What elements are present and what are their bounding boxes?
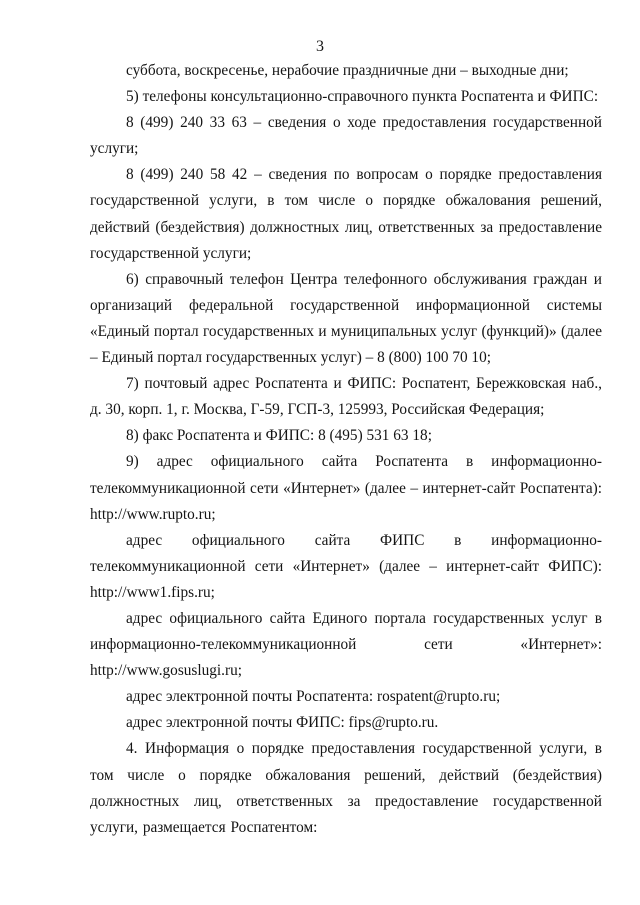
paragraph-postal-address: 7) почтовый адрес Роспатента и ФИПС: Роспатент, Бережковская наб., д. 30, корп. 1, г. Москва, Г-59, ГСП-3, 125993, Российская Федерация;: [90, 375, 602, 419]
document-body: [90, 58, 602, 841]
paragraph-fips-website: адрес официального сайта ФИПС в информационно-телекоммуникационной сети «Интернет» (далее – интернет-сайт ФИПС): http://www1.fips.ru;: [90, 531, 602, 601]
paragraph-gosuslugi-website: адрес официального сайта Единого портала государственных услуг в информационно-телекоммуникационной сети «Интернет»: http://www.gosuslugi.ru;: [90, 609, 602, 680]
paragraph-fax: 8) факс Роспатента и ФИПС: 8 (495) 531 63 18;: [126, 427, 432, 445]
paragraph-phones-heading: 5) телефоны консультационно-справочного пункта Роспатента и ФИПС:: [126, 88, 599, 106]
page-number: 3: [316, 38, 324, 55]
paragraph-rospatent-website: 9) адрес официального сайта Роспатента в информационно-телекоммуникационной сети «Интернет» (далее – интернет-сайт Роспатента): http://www.rupto.ru;: [90, 453, 602, 523]
paragraph-phone-procedure: 8 (499) 240 58 42 – сведения по вопросам о порядке предоставления государственной услуги, в том числе о порядке обжалования решений, действий (бездействия) должностных лиц, ответственных за предоставление государственной услуги;: [90, 166, 602, 262]
paragraph-section-4: 4. Информация о порядке предоставления государственной услуги, в том числе о порядке обжалования решений, действий (бездействия) должностных лиц, ответственных за предоставление государственной услуги, размещается Роспатентом:: [90, 740, 602, 836]
paragraph-fips-email: адрес электронной почты ФИПС: fips@rupto.ru.: [126, 714, 439, 732]
paragraph-rospatent-email: адрес электронной почты Роспатента: rospatent@rupto.ru;: [126, 688, 501, 706]
paragraph-weekend-days: суббота, воскресенье, нерабочие праздничные дни – выходные дни;: [126, 62, 569, 79]
paragraph-phone-status: 8 (499) 240 33 63 – сведения о ходе предоставления государственной услуги;: [90, 114, 602, 158]
paragraph-call-center: 6) справочный телефон Центра телефонного обслуживания граждан и организаций федеральной государственной информационной системы «Единый портал государственных и муниципальных услуг (функций)» (далее – Единый портал государственных услуг) – 8 (800) 100 70 10;: [90, 270, 602, 367]
